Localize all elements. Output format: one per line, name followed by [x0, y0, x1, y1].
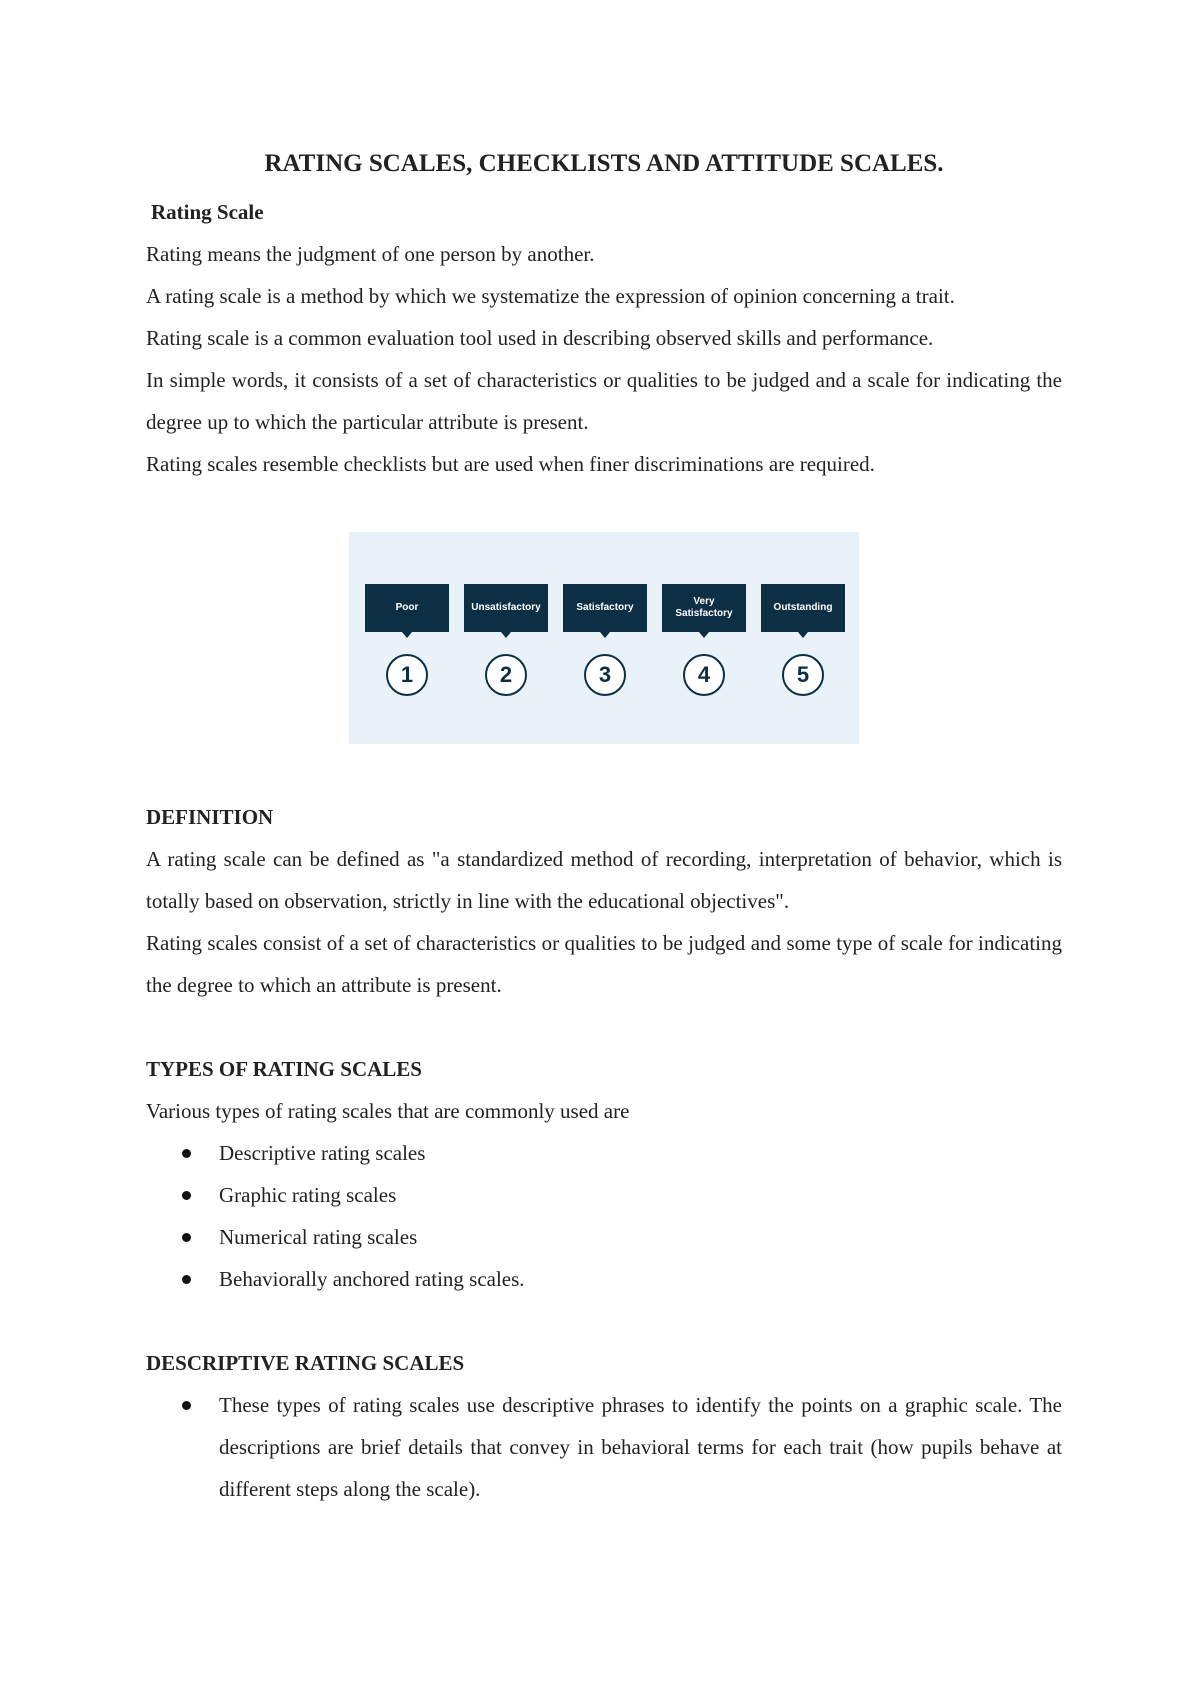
scale-label-box: Poor — [365, 584, 449, 632]
types-heading: TYPES OF RATING SCALES — [146, 1057, 422, 1081]
paragraph: Rating scales consist of a set of characteristics or qualities to be judged and some type of scale for indicating the degree to which an attribute is present. — [146, 931, 1062, 997]
paragraph: Rating scale is a common evaluation tool used in describing observed skills and performance. — [146, 326, 934, 350]
list-item-text: These types of rating scales use descriptive phrases to identify the points on a graphic scale. The descriptions are brief details that convey in behavioral terms for each trait (how pupils behave at different steps along the scale). — [219, 1393, 1062, 1501]
pointer-icon — [798, 632, 808, 638]
list-item-text: Numerical rating scales — [219, 1225, 418, 1249]
bullet-icon — [182, 1275, 191, 1284]
scale-number-circle: 1 — [386, 654, 428, 696]
list-item-text: Graphic rating scales — [219, 1183, 397, 1207]
scale-label-box: Satisfactory — [563, 584, 647, 632]
paragraph: A rating scale is a method by which we systematize the expression of opinion concerning a trait. — [146, 284, 955, 308]
paragraph: In simple words, it consists of a set of characteristics or qualities to be judged and a scale for indicating the degree up to which the particular attribute is present. — [146, 368, 1062, 434]
rating-scale-body — [146, 233, 1062, 485]
scale-item-4 — [662, 584, 746, 687]
rating-scale-heading: Rating Scale — [151, 200, 264, 224]
scale-item-1 — [365, 584, 449, 687]
list-item — [146, 1384, 1062, 1510]
paragraph: Rating means the judgment of one person by another. — [146, 242, 595, 266]
types-intro: Various types of rating scales that are commonly used are — [146, 1099, 630, 1123]
list-item — [146, 1216, 1062, 1258]
scale-label-box: Unsatisfactory — [464, 584, 548, 632]
scale-number-circle: 2 — [485, 654, 527, 696]
scale-number-circle: 4 — [683, 654, 725, 696]
list-item-text: Descriptive rating scales — [219, 1141, 426, 1165]
scale-number-circle: 5 — [782, 654, 824, 696]
bullet-icon — [182, 1149, 191, 1158]
rating-scale-figure — [349, 532, 859, 744]
definition-body — [146, 838, 1062, 1006]
descriptive-heading: DESCRIPTIVE RATING SCALES — [146, 1351, 465, 1375]
pointer-icon — [699, 632, 709, 638]
scale-item-3 — [563, 584, 647, 687]
pointer-icon — [600, 632, 610, 638]
document-title: RATING SCALES, CHECKLISTS AND ATTITUDE SCALES. — [264, 150, 944, 177]
scale-item-5 — [761, 584, 845, 687]
pointer-icon — [402, 632, 412, 638]
paragraph: Rating scales resemble checklists but are used when finer discriminations are required. — [146, 452, 875, 476]
list-item — [146, 1258, 1062, 1300]
bullet-icon — [182, 1233, 191, 1242]
paragraph: A rating scale can be defined as "a standardized method of recording, interpretation of behavior, which is totally based on observation, strictly in line with the educational objectives". — [146, 847, 1062, 913]
bullet-icon — [182, 1401, 191, 1410]
descriptive-list — [146, 1384, 1062, 1510]
list-item — [146, 1132, 1062, 1174]
scale-label-box: Very Satisfactory — [662, 584, 746, 632]
list-item-text: Behaviorally anchored rating scales. — [219, 1267, 525, 1291]
definition-heading: DEFINITION — [146, 805, 274, 829]
types-list — [146, 1132, 1062, 1300]
list-item — [146, 1174, 1062, 1216]
bullet-icon — [182, 1191, 191, 1200]
pointer-icon — [501, 632, 511, 638]
scale-label-box: Outstanding — [761, 584, 845, 632]
scale-item-2 — [464, 584, 548, 687]
scale-number-circle: 3 — [584, 654, 626, 696]
